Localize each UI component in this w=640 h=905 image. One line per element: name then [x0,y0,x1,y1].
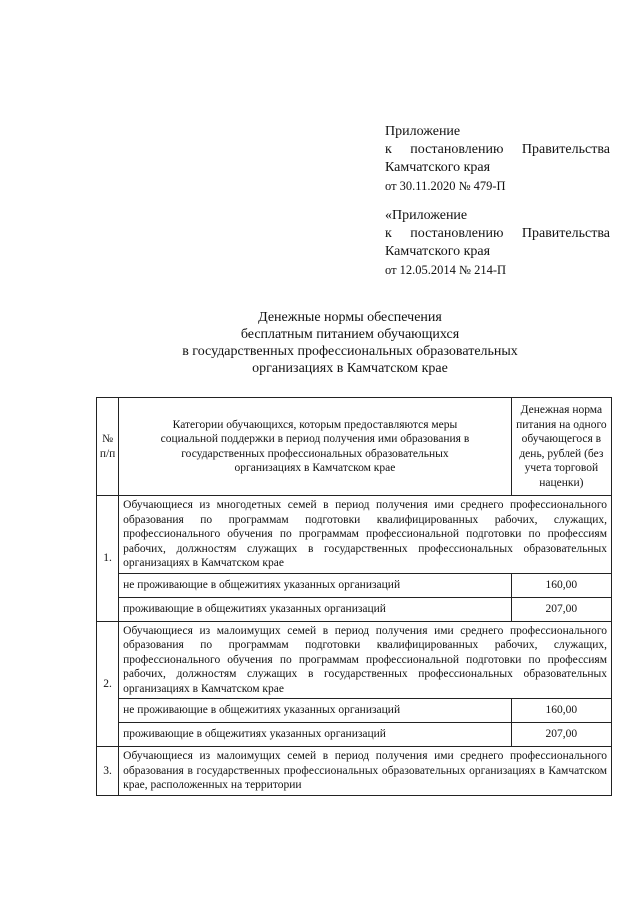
appendix-original [385,207,610,279]
appendix-original-line1: «Приложение [385,208,468,223]
title-line2: бесплатным питанием обучающихся [240,327,460,342]
table-row [97,747,612,796]
norms-table [96,397,612,796]
subrow-label: проживающие в общежитиях указанных организаций [119,723,512,747]
appendix-word: к [385,142,392,157]
table-subrow [97,723,612,747]
table-subrow [97,699,612,723]
subrow-label: не проживающие в общежитиях указанных организаций [119,573,512,597]
appendix-original-line3: Камчатского края [385,244,491,259]
appendix-original-line2 [385,225,610,243]
title-line3: в государственных профессиональных образовательных [182,344,518,359]
table-row [97,621,612,699]
appendix-current-date: от 30.11.2020 № 479-П [385,179,506,193]
header-category: Категории обучающихся, которым предоставляются меры социальной поддержки в период получения ими образования в государственных профессиональных образовательных организациях в Камчатском крае [119,398,512,496]
appendix-word: Правительства [521,226,610,241]
appendix-original-date: от 12.05.2014 № 214-П [385,263,507,277]
subrow-value: 160,00 [511,573,611,597]
appendix-word: постановлению [410,142,504,157]
row-number: 3. [97,747,119,796]
title-line1: Денежные нормы обеспечения [258,310,442,325]
appendix-word: постановлению [410,226,504,241]
table-row [97,496,612,574]
subrow-value: 160,00 [511,699,611,723]
appendix-current [385,123,610,195]
row-number: 2. [97,621,119,747]
subrow-value: 207,00 [511,597,611,621]
header-norm: Денежная норма питания на одного обучающегося в день, рублей (без учета торговой наценки) [511,398,611,496]
appendix-word: Правительства [521,142,610,157]
subrow-value: 207,00 [511,723,611,747]
header-num: № п/п [97,398,119,496]
subrow-label: проживающие в общежитиях указанных организаций [119,597,512,621]
row-description: Обучающиеся из многодетных семей в период получения ими среднего профессионального образования по программам подготовки квалифицированных рабочих, служащих, профессионального обучения по программам профессиональной подготовки по профессиям рабочих, должностям служащих в государственных профессиональных образовательных организациях в Камчатском крае [119,496,612,574]
table-subrow [97,573,612,597]
table-header-row [97,398,612,496]
appendix-current-line2 [385,141,610,159]
row-description: Обучающиеся из малоимущих семей в период получения ими среднего профессионального образования в государственных профессиональных образовательных организациях в Камчатском крае, расположенных на территории [119,747,612,796]
row-number: 1. [97,496,119,622]
subrow-label: не проживающие в общежитиях указанных организаций [119,699,512,723]
appendix-current-line3: Камчатского края [385,160,491,175]
appendix-current-line1: Приложение [385,124,461,139]
table-subrow [97,597,612,621]
title-line4: организациях в Камчатском крае [252,361,448,376]
document-title [90,309,610,377]
row-description: Обучающиеся из малоимущих семей в период получения ими среднего профессионального образования по программам подготовки квалифицированных рабочих, служащих, профессионального обучения по программам профессиональной подготовки по профессиям рабочих, должностям служащих в государственных профессиональных образовательных организациях в Камчатском крае [119,621,612,699]
appendix-word: к [385,226,392,241]
